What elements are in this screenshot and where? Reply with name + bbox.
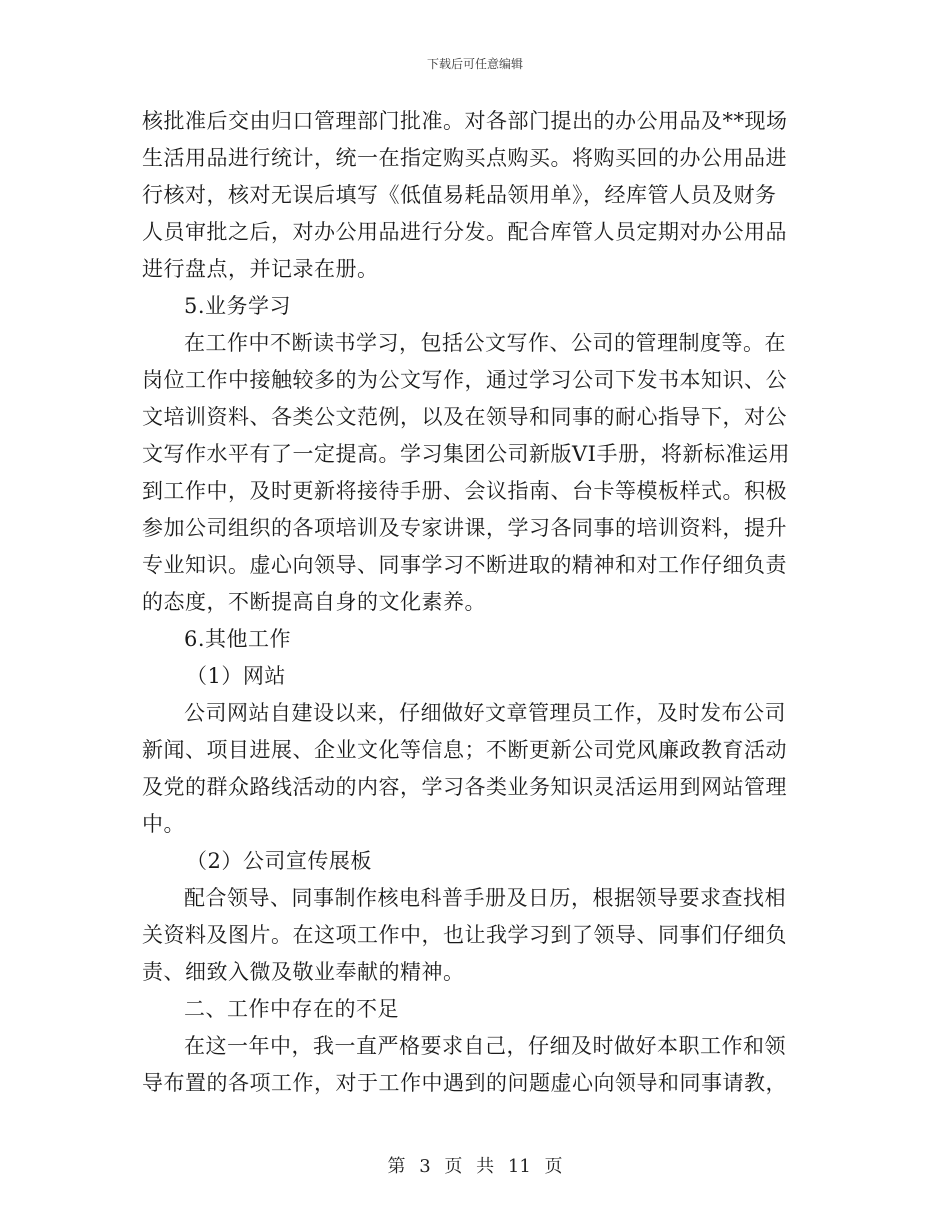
paragraph-line: 文培训资料、各类公文范例，以及在领导和同事的耐心指导下，对公 — [142, 405, 787, 429]
paragraph-line: 新闻、项目进展、企业文化等信息；不断更新公司党风廉政教育活动 — [142, 738, 787, 762]
paragraph-line: 中。 — [142, 812, 185, 836]
paragraph-line: 参加公司组织的各项培训及专家讲课，学习各同事的培训资料，提升 — [142, 516, 787, 540]
paragraph-line: 公司网站自建设以来，仔细做好文章管理员工作，及时发布公司 — [184, 701, 786, 725]
footer-text: 页 — [544, 1156, 563, 1177]
footer-text: 共 — [476, 1156, 495, 1177]
body-text — [142, 103, 822, 1102]
page-number: 3 — [419, 1156, 431, 1177]
subsection-heading: （1）网站 — [186, 664, 286, 688]
paragraph-line: 到工作中，及时更新将接待手册、会议指南、台卡等模板样式。积极 — [142, 479, 787, 503]
paragraph-line: 生活用品进行统计，统一在指定购买点购买。将购买回的办公用品进 — [142, 146, 787, 170]
paragraph-line: 在这一年中，我一直严格要求自己，仔细及时做好本职工作和领 — [184, 1034, 786, 1058]
paragraph-line: 及党的群众路线活动的内容，学习各类业务知识灵活运用到网站管理 — [142, 775, 787, 799]
page-total: 11 — [507, 1156, 531, 1177]
paragraph-line: 人员审批之后，对办公用品进行分发。配合库管人员定期对办公用品 — [142, 220, 787, 244]
paragraph-line: 文写作水平有了一定提高。学习集团公司新版VI手册，将新标准运用 — [142, 442, 790, 466]
paragraph-line: 关资料及图片。在这项工作中，也让我学习到了领导、同事们仔细负 — [142, 923, 787, 947]
paragraph-line: 核批准后交由归口管理部门批准。对各部门提出的办公用品及**现场 — [142, 109, 788, 133]
paragraph-line: 行核对，核对无误后填写《低值易耗品领用单》，经库管人员及财务 — [142, 183, 777, 207]
page-footer — [0, 1152, 950, 1178]
subsection-heading: （2）公司宣传展板 — [186, 849, 372, 873]
section-heading: 5.业务学习 — [184, 294, 292, 318]
paragraph-line: 导布置的各项工作，对于工作中遇到的问题虚心向领导和同事请教， — [142, 1071, 787, 1095]
paragraph-line: 专业知识。虚心向领导、同事学习不断进取的精神和对工作仔细负责 — [142, 553, 787, 577]
section-heading: 6.其他工作 — [184, 627, 292, 651]
paragraph-line: 岗位工作中接触较多的为公文写作，通过学习公司下发书本知识、公 — [142, 368, 787, 392]
footer-text: 页 — [444, 1156, 463, 1177]
paragraph-line: 进行盘点，并记录在册。 — [142, 257, 379, 281]
paragraph-line: 的态度，不断提高自身的文化素养。 — [142, 590, 486, 614]
page-header: 下载后可任意编辑 — [426, 57, 523, 71]
section-heading: 二、工作中存在的不足 — [184, 997, 399, 1021]
paragraph-line: 责、细致入微及敬业奉献的精神。 — [142, 960, 465, 984]
paragraph-line: 配合领导、同事制作核电科普手册及日历，根据领导要求查找相 — [184, 886, 786, 910]
paragraph-line: 在工作中不断读书学习，包括公文写作、公司的管理制度等。在 — [184, 331, 786, 355]
footer-text: 第 — [387, 1156, 406, 1177]
